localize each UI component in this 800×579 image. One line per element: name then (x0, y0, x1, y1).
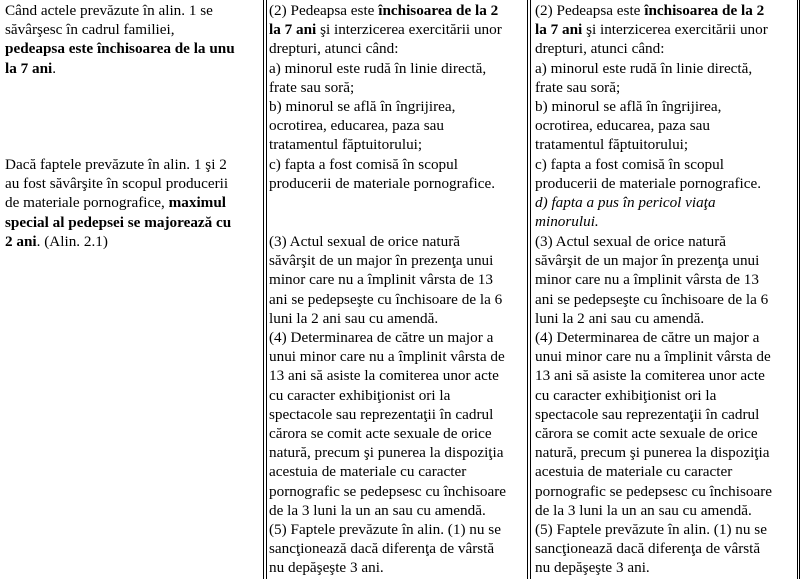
bold-text: la 7 ani (5, 59, 53, 77)
text-line (5, 59, 235, 78)
table-column-3 (530, 0, 800, 579)
text-line: 13 ani să asiste la comiterea unor acte (269, 367, 499, 385)
text-line: nu depăşeşte 3 ani. (269, 559, 384, 577)
text-line: frate sau soră; (269, 78, 355, 96)
text-line: pornografic se pedepsesc cu închisoare (269, 482, 506, 500)
text-line: ocrotirea, educarea, paza sau (269, 117, 444, 135)
text-line: luni la 2 ani sau cu amendă. (535, 309, 705, 327)
text-line: (2) Pedeapsa este închisoarea de la 2 (535, 2, 765, 19)
text-line: (3) Actul sexual de orice natură (535, 233, 727, 250)
text-line: unui minor care nu a împlinit vârsta de (535, 348, 771, 366)
text-line: unui minor care nu a împlinit vârsta de (269, 348, 505, 366)
text-line: acestuia de materiale cu caracter (269, 463, 467, 481)
article-block (269, 232, 506, 578)
text-line: (4) Determinarea de către un major a (269, 329, 494, 347)
paragraph-pornographic (5, 155, 231, 251)
italic-line: minorului. (535, 213, 599, 231)
text-line: pedeapsa este închisoarea de la unu (5, 40, 235, 58)
text-line: tratamentul făptuitorului; (269, 136, 423, 154)
text-line: de la 3 luni la un an sau cu amendă. (535, 501, 752, 519)
text-line (5, 232, 231, 251)
text-line: spectacole sau reprezentaţii în cadrul (269, 405, 494, 423)
text-line: Când actele prevăzute în alin. 1 se (5, 2, 213, 19)
text-line: luni la 2 ani sau cu amendă. (269, 309, 439, 327)
text-line: sancţionează dacă diferenţa de vârstă (269, 540, 495, 558)
text-line: minor care nu a împlinit vârsta de 13 (269, 271, 493, 289)
text-line: au fost săvârşite în scopul producerii (5, 175, 229, 193)
text-line: Dacă faptele prevăzute în alin. 1 şi 2 (5, 156, 227, 173)
text-line: (5) Faptele prevăzute în alin. (1) nu se (269, 521, 501, 539)
table-column-2 (264, 0, 530, 579)
text-line: producerii de materiale pornografice. (269, 174, 496, 192)
bold-text: maximul (168, 194, 226, 212)
text-line: cu caracter exhibiţionist ori la (535, 386, 717, 404)
paragraph-family (5, 1, 235, 78)
text-line: la 7 ani şi interzicerea exercitării unor (269, 21, 502, 39)
text-line: săvârşit de un major în prezenţa unui (535, 252, 760, 270)
text-line: b) minorul se află în îngrijirea, (535, 98, 722, 116)
article-block (269, 1, 502, 193)
text-line: a) minorul este rudă în linie directă, (535, 59, 753, 77)
text-line: special al pedepsei se majorează cu (5, 213, 232, 231)
article-block (535, 232, 772, 578)
text-line: nu depăşeşte 3 ani. (535, 559, 650, 577)
text-line: spectacole sau reprezentaţii în cadrul (535, 405, 760, 423)
text-line: (2) Pedeapsa este închisoarea de la 2 (269, 2, 499, 19)
text-line: natură, precum şi punerea la dispoziţia (269, 444, 504, 462)
text-line: drepturi, atunci când: (535, 40, 665, 58)
text-line: la 7 ani şi interzicerea exercitării unor (535, 21, 768, 39)
text-line: c) fapta a fost comisă în scopul (269, 155, 458, 173)
table-column-1 (0, 0, 264, 579)
text-line: sancţionează dacă diferenţa de vârstă (535, 540, 761, 558)
text-line: a) minorul este rudă în linie directă, (269, 59, 487, 77)
text-line: săvârşit de un major în prezenţa unui (269, 252, 494, 270)
italic-line: d) fapta a pus în pericol viaţa (535, 194, 716, 212)
text-line: cărora se comit acte sexuale de orice (535, 425, 758, 443)
text-line: pornografic se pedepsesc cu închisoare (535, 482, 772, 500)
bold-text: 2 ani (5, 232, 37, 250)
text-line: 13 ani să asiste la comiterea unor acte (535, 367, 765, 385)
text-line: (5) Faptele prevăzute în alin. (1) nu se (535, 521, 767, 539)
text-run: de materiale pornografice, (5, 194, 169, 212)
text-line: de la 3 luni la un an sau cu amendă. (269, 501, 486, 519)
text-line: producerii de materiale pornografice. (535, 174, 762, 192)
text-line: săvârşesc în cadrul familiei, (5, 21, 175, 39)
text-line: cărora se comit acte sexuale de orice (269, 425, 492, 443)
text-line: (3) Actul sexual de orice natură (269, 233, 461, 250)
text-line: cu caracter exhibiţionist ori la (269, 386, 451, 404)
text-run: . (52, 59, 57, 77)
text-line: natură, precum şi punerea la dispoziţia (535, 444, 770, 462)
text-line: ani se pedepseşte cu închisoare de la 6 (535, 290, 769, 308)
text-line: ocrotirea, educarea, paza sau (535, 117, 710, 135)
text-line: c) fapta a fost comisă în scopul (535, 155, 724, 173)
text-line: tratamentul făptuitorului; (535, 136, 689, 154)
text-line: ani se pedepseşte cu închisoare de la 6 (269, 290, 503, 308)
text-line: b) minorul se află în îngrijirea, (269, 98, 456, 116)
text-line: frate sau soră; (535, 78, 621, 96)
article-block (535, 1, 768, 231)
text-line: drepturi, atunci când: (269, 40, 399, 58)
text-run: . (Alin. 2.1) (36, 232, 108, 250)
text-line (5, 193, 231, 212)
text-line: acestuia de materiale cu caracter (535, 463, 733, 481)
text-line: (4) Determinarea de către un major a (535, 329, 760, 347)
text-line: minor care nu a împlinit vârsta de 13 (535, 271, 759, 289)
